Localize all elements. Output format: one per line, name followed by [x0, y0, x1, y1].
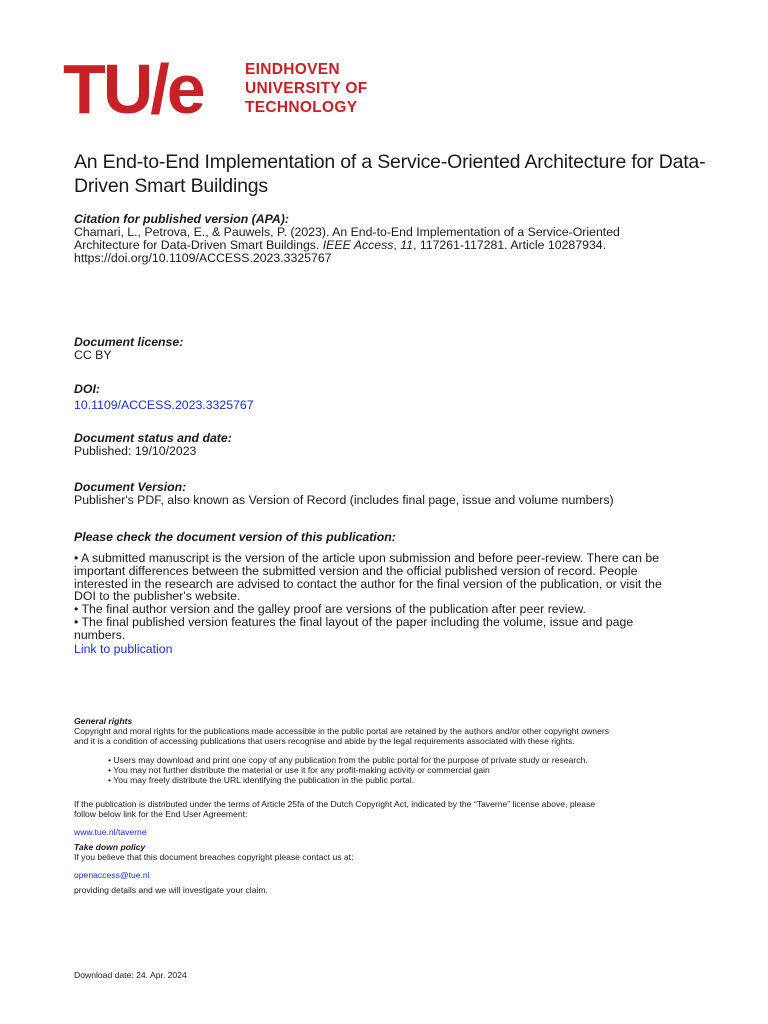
- note-line: DOI to the publisher's website.: [74, 589, 241, 604]
- note-line: • The final author version and the galley proof are versions of the publication after peer review.: [74, 602, 586, 617]
- note-line: • The final published version features the final layout of the paper including the volume, issue and page: [74, 614, 634, 629]
- rights-list: [74, 755, 734, 785]
- link-to-publication[interactable]: Link to publication: [74, 642, 173, 656]
- note-line: interested in the research are advised to contact the author for the final version of the publication, or visit the: [74, 576, 662, 591]
- status-value: Published: 19/10/2023: [74, 444, 197, 458]
- logo-name-line: TECHNOLOGY: [245, 99, 358, 116]
- doi-link[interactable]: 10.1109/ACCESS.2023.3325767: [74, 398, 254, 412]
- version-check-heading: Please check the document version of this publication:: [74, 530, 396, 544]
- list-item: • You may freely distribute the URL identifying the publication in the public portal.: [74, 775, 734, 785]
- journal-volume: 11: [400, 237, 413, 252]
- paper-title: An End-to-End Implementation of a Service-Oriented Architecture for Data-Driven Smart Buildings: [74, 151, 706, 197]
- version-check-section: [74, 530, 734, 544]
- status-section: [74, 431, 724, 458]
- citation-text: Architecture for Data-Driven Smart Buildings.: [74, 237, 323, 252]
- version-section: [74, 480, 724, 507]
- logo-name-line: EINDHOVEN: [245, 61, 340, 78]
- citation-doi-url: https://doi.org/10.1109/ACCESS.2023.3325767: [74, 250, 332, 265]
- version-heading: Document Version:: [74, 480, 187, 494]
- logo-university-name: [245, 60, 367, 117]
- rights-line: and it is a condition of accessing publications that users recognise and abide by the legal requirements associated with these rights.: [74, 736, 575, 746]
- list-item: • Users may download and print one copy of any publication from the public portal for the purpose of private study or research.: [74, 755, 734, 765]
- logo-name-line: UNIVERSITY OF: [245, 80, 368, 97]
- list-item: • You may not further distribute the material or use it for any profit-making activity or commercial gain: [74, 765, 734, 775]
- version-value: Publisher's PDF, also known as Version of Record (includes final page, issue and volume numbers): [74, 493, 614, 507]
- license-value: CC BY: [74, 348, 112, 362]
- rights-line: Copyright and moral rights for the publications made accessible in the public portal are retained by the authors and/or other copyright owners: [74, 726, 610, 736]
- journal-name: IEEE Access: [322, 237, 394, 252]
- doi-section: [74, 382, 724, 414]
- note-line: • A submitted manuscript is the version of the article upon submission and before peer-review. There can be: [74, 551, 660, 565]
- citation-text: , 117261-117281. Article 10287934.: [413, 237, 607, 252]
- general-rights-section: [74, 716, 734, 837]
- license-heading: Document license:: [74, 335, 184, 349]
- citation-heading: Citation for published version (APA):: [74, 212, 289, 226]
- takedown-heading: Take down policy: [74, 842, 146, 852]
- version-check-notes: [74, 552, 734, 642]
- citation-line: [74, 239, 724, 252]
- note-line: numbers.: [74, 627, 126, 642]
- note-line: important differences between the submitted version and the official published version of record. People: [74, 563, 638, 578]
- citation-line: Chamari, L., Petrova, E., & Pauwels, P. (2023). An End-to-End Implementation of a Service-Oriented: [74, 225, 620, 239]
- status-heading: Document status and date:: [74, 431, 232, 445]
- citation-section: [74, 212, 724, 264]
- download-date: Download date: 24. Apr. 2024: [74, 970, 187, 980]
- citation-separator: ,: [393, 237, 401, 252]
- taverne-link[interactable]: www.tue.nl/taverne: [74, 827, 147, 837]
- taverne-text: follow below link for the End User Agreement:: [74, 809, 248, 819]
- doi-heading: DOI:: [74, 382, 100, 396]
- general-rights-heading: General rights: [74, 716, 133, 726]
- license-section: [74, 335, 724, 362]
- taverne-text: If the publication is distributed under the terms of Article 25fa of the Dutch Copyright Act, indicated by the “Taverne” license above, please: [74, 799, 596, 809]
- takedown-section: [74, 842, 734, 895]
- takedown-text: If you believe that this document breaches copyright please contact us at:: [74, 852, 354, 862]
- logo-mark: TU/e: [63, 50, 203, 128]
- takedown-text: providing details and we will investigate your claim.: [74, 885, 268, 895]
- contact-email-link[interactable]: openaccess@tue.nl: [74, 870, 150, 880]
